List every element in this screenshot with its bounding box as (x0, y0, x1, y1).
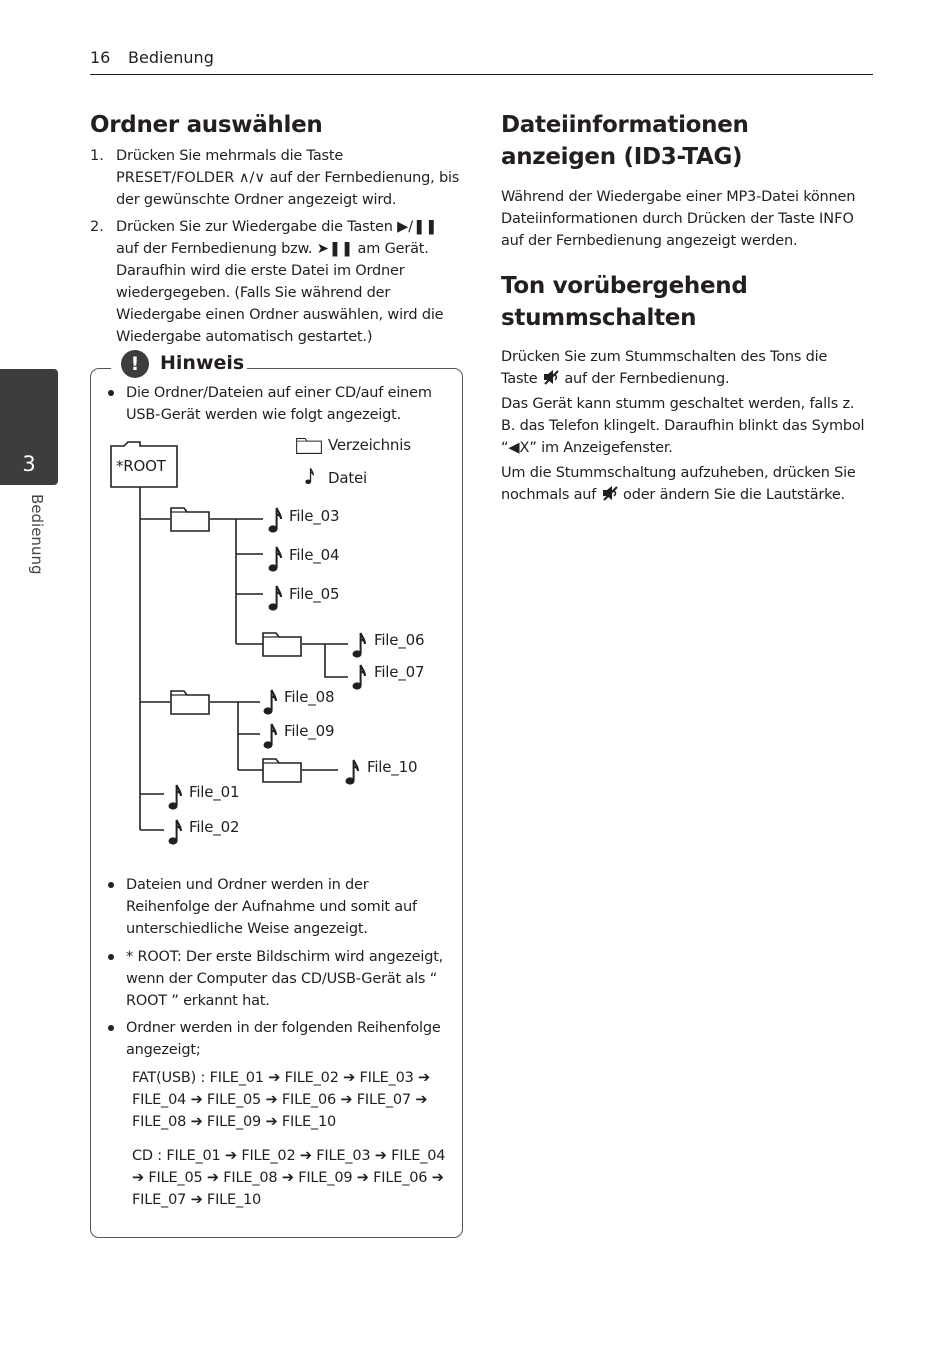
note-title: Hinweis (160, 352, 245, 374)
mute-paragraph-2: Das Gerät kann stumm geschaltet werden, falls z. B. das Telefon klingelt. Daraufhin blinkt das Symbol “◀X” im Anzeigefenster. (501, 396, 865, 456)
file-label: File_03 (289, 507, 340, 525)
section-title: Bedienung (128, 48, 214, 67)
mute-paragraph-3: Um die Stummschaltung aufzuheben, drücken Sie nochmals auf oder ändern Sie die Lautstärke. (501, 465, 856, 503)
step-2-number: 2. (90, 219, 104, 235)
bullet-dot (108, 390, 114, 396)
file-label: File_04 (289, 546, 340, 564)
step-1-text: Drücken Sie mehrmals die Taste PRESET/FOLDER ∧/∨ auf der Fernbedienung, bis der gewünschte Ordner angezeigt wird. (116, 148, 460, 208)
chapter-label: Bedienung (28, 494, 46, 575)
file-label: File_02 (189, 818, 240, 836)
bullet-dot (108, 1025, 114, 1031)
mute-icon (601, 485, 619, 501)
file-label: File_09 (284, 722, 335, 740)
file-label: File_06 (374, 631, 425, 649)
heading-id3-tag: Dateiinformationen anzeigen (ID3-TAG) (501, 112, 749, 170)
step-2-text: Drücken Sie zur Wiedergabe die Tasten ▶/❚❚ auf der Fernbedienung bzw. ➤❚❚ am Gerät. Daraufhin wird die erste Datei im Ordner wiedergegeben. (Falls Sie während der Wiedergabe einen Ordner auswählen, wird die Wiedergabe automatisch gestartet.) (116, 219, 444, 345)
legend-folder-label: Verzeichnis (328, 436, 411, 454)
mute-display-symbol: ◀X (508, 440, 530, 456)
mute-paragraph-1: Drücken Sie zum Stummschalten des Tons die Taste auf der Fernbedienung. (501, 349, 828, 387)
chapter-number: 3 (22, 452, 36, 476)
order-cd: CD : FILE_01 ➔ FILE_02 ➔ FILE_03 ➔ FILE_04 ➔ FILE_05 ➔ FILE_08 ➔ FILE_09 ➔ FILE_06 ➔ FILE_07 ➔ FILE_10 (132, 1148, 446, 1208)
file-label: File_10 (367, 758, 418, 776)
bullet-dot (108, 954, 114, 960)
order-fat-usb: FAT(USB) : FILE_01 ➔ FILE_02 ➔ FILE_03 ➔ FILE_04 ➔ FILE_05 ➔ FILE_06 ➔ FILE_07 ➔ FILE_08 ➔ FILE_09 ➔ FILE_10 (132, 1070, 431, 1130)
header-rule (90, 74, 873, 75)
note-bullet-1: Die Ordner/Dateien auf einer CD/auf einem USB-Gerät werden wie folgt angezeigt. (126, 385, 432, 423)
file-label: File_05 (289, 585, 340, 603)
id3-paragraph: Während der Wiedergabe einer MP3-Datei können Dateiinformationen durch Drücken der Taste INFO auf der Fernbedienung angezeigt werden. (501, 189, 856, 249)
file-label: File_01 (189, 783, 240, 801)
info-key: INFO (819, 211, 854, 227)
page-number: 16 (90, 48, 111, 67)
note-bullet-2: Dateien und Ordner werden in der Reihenfolge der Aufnahme und somit auf unterschiedliche Weise angezeigt. (126, 877, 417, 937)
folder-tree-diagram (100, 432, 460, 852)
root-label: *ROOT (116, 457, 166, 475)
legend-file-label: Datei (328, 469, 368, 487)
device-play-pause-icon: ➤❚❚ (316, 241, 354, 257)
play-pause-icon: ▶/❚❚ (397, 219, 438, 235)
mute-icon (542, 369, 560, 385)
file-label: File_08 (284, 688, 335, 706)
file-label: File_07 (374, 663, 425, 681)
note-bullet-3: * ROOT: Der erste Bildschirm wird angezeigt, wenn der Computer das CD/USB-Gerät als “ ROOT ” erkannt hat. (126, 949, 444, 1009)
step-1-number: 1. (90, 148, 104, 164)
bullet-dot (108, 882, 114, 888)
heading-stummschalten: Ton vorübergehend stummschalten (501, 273, 748, 331)
heading-ordner-auswaehlen: Ordner auswählen (90, 112, 323, 138)
exclamation-icon: ! (121, 350, 149, 378)
note-bullet-4: Ordner werden in der folgenden Reihenfolge angezeigt; (126, 1020, 441, 1058)
preset-folder-key: PRESET/FOLDER ∧/∨ (116, 170, 266, 186)
